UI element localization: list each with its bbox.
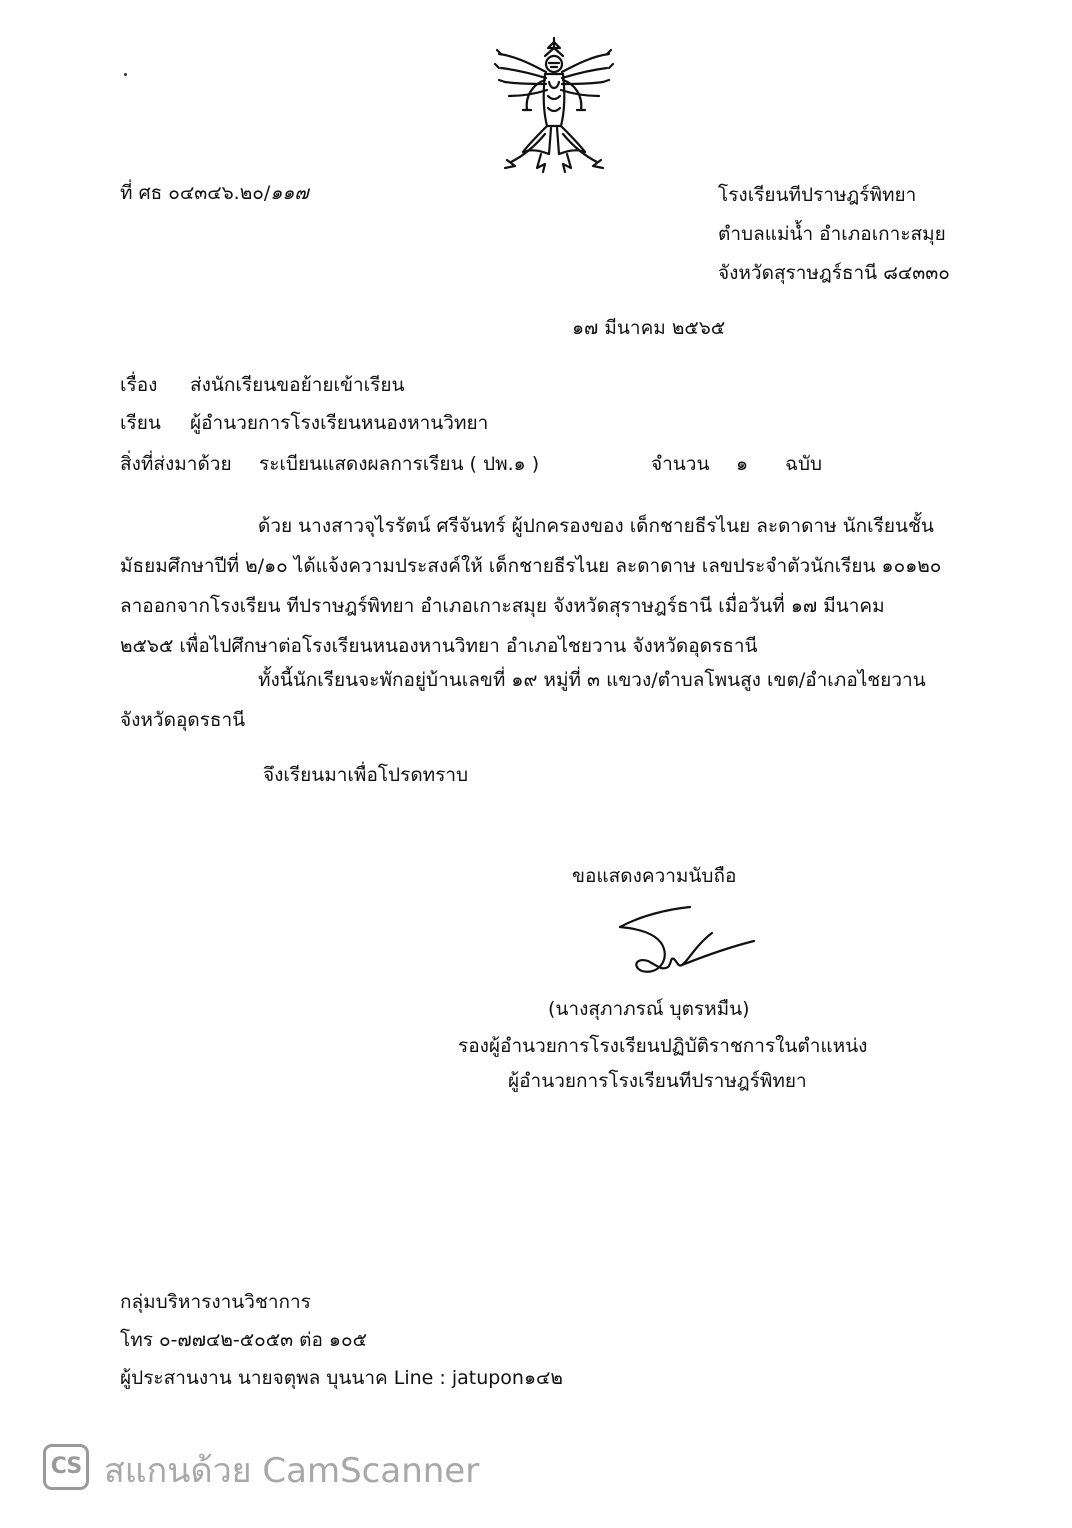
signatory-position-line2: ผู้อำนวยการโรงเรียนทีปราษฎร์พิทยา <box>508 1070 807 1092</box>
reference-prefix: ที่ ศธ ๐๔๓๔๖.๒๐/ <box>120 182 271 204</box>
enclosure-unit: ฉบับ <box>785 453 823 475</box>
reference-handwritten-number: ๑๑๗ <box>270 182 309 204</box>
camscanner-watermark-text: สแกนด้วย CamScanner <box>104 1451 480 1491</box>
enclosure-count: ๑ <box>736 453 749 475</box>
body-line: ลาออกจากโรงเรียน ทีปราษฎร์พิทยา อำเภอเกาะสมุย จังหวัดสุราษฎร์ธานี เมื่อวันที่ ๑๗ มีนาคม <box>120 595 885 617</box>
enclosure-value: ระเบียนแสดงผลการเรียน ( ปพ.๑ ) <box>259 453 540 475</box>
footer-department: กลุ่มบริหารงานวิชาการ <box>120 1291 311 1313</box>
school-address-line1: ตำบลแม่น้ำ อำเภอเกาะสมุย <box>718 223 946 245</box>
scan-speck <box>124 73 127 76</box>
handwritten-signature <box>612 905 762 990</box>
letter-date: ๑๗ มีนาคม ๒๕๖๕ <box>572 317 726 339</box>
recipient-value: ผู้อำนวยการโรงเรียนหนองหานวิทยา <box>190 412 489 434</box>
body-line: ด้วย นางสาวจุไรรัตน์ ศรีจันทร์ ผู้ปกครองของ เด็กชายธีรไนย ละดาดาษ นักเรียนชั้น <box>258 515 934 537</box>
recipient-label: เรียน <box>120 412 161 434</box>
garuda-emblem-icon <box>493 34 615 174</box>
footer-coordinator: ผู้ประสานงาน นายจตุพล บุนนาค Line : jatupon๑๔๒ <box>120 1367 563 1389</box>
body-line: มัธยมศึกษาปีที่ ๒/๑๐ ได้แจ้งความประสงค์ให้ เด็กชายธีรไนย ละดาดาษ เลขประจำตัวนักเรียน ๑๐๑๒๐ <box>120 555 942 577</box>
school-address-line2: จังหวัดสุราษฎร์ธานี ๘๔๓๓๐ <box>718 262 950 284</box>
body-paragraph-1 <box>120 506 954 666</box>
body-paragraph-2 <box>120 660 954 740</box>
salutation: ขอแสดงความนับถือ <box>572 865 737 887</box>
reference-number <box>120 178 309 208</box>
signatory-name: (นางสุภาภรณ์ บุตรหมืน) <box>548 998 750 1020</box>
enclosure-label: สิ่งที่ส่งมาด้วย <box>120 453 232 475</box>
closing-statement: จึงเรียนมาเพื่อโปรดทราบ <box>263 764 469 786</box>
body-line: จังหวัดอุดรธานี <box>120 709 246 731</box>
signatory-position-line1: รองผู้อำนวยการโรงเรียนปฏิบัติราชการในตำแหน่ง <box>458 1035 868 1057</box>
enclosure-count-label: จำนวน <box>651 453 710 475</box>
subject-value: ส่งนักเรียนขอย้ายเข้าเรียน <box>190 374 405 396</box>
footer-phone: โทร ๐-๗๗๔๒-๕๐๕๓ ต่อ ๑๐๕ <box>120 1329 367 1351</box>
body-line: ทั้งนี้นักเรียนจะพักอยู่บ้านเลขที่ ๑๙ หมู่ที่ ๓ แขวง/ตำบลโพนสูง เขต/อำเภอไชยวาน <box>258 669 926 691</box>
subject-label: เรื่อง <box>120 374 158 396</box>
camscanner-logo-icon: CS <box>43 1444 89 1490</box>
body-line: ๒๕๖๕ เพื่อไปศึกษาต่อโรงเรียนหนองหานวิทยา อำเภอไชยวาน จังหวัดอุดรธานี <box>120 635 758 657</box>
school-name: โรงเรียนทีปราษฎร์พิทยา <box>718 184 917 206</box>
